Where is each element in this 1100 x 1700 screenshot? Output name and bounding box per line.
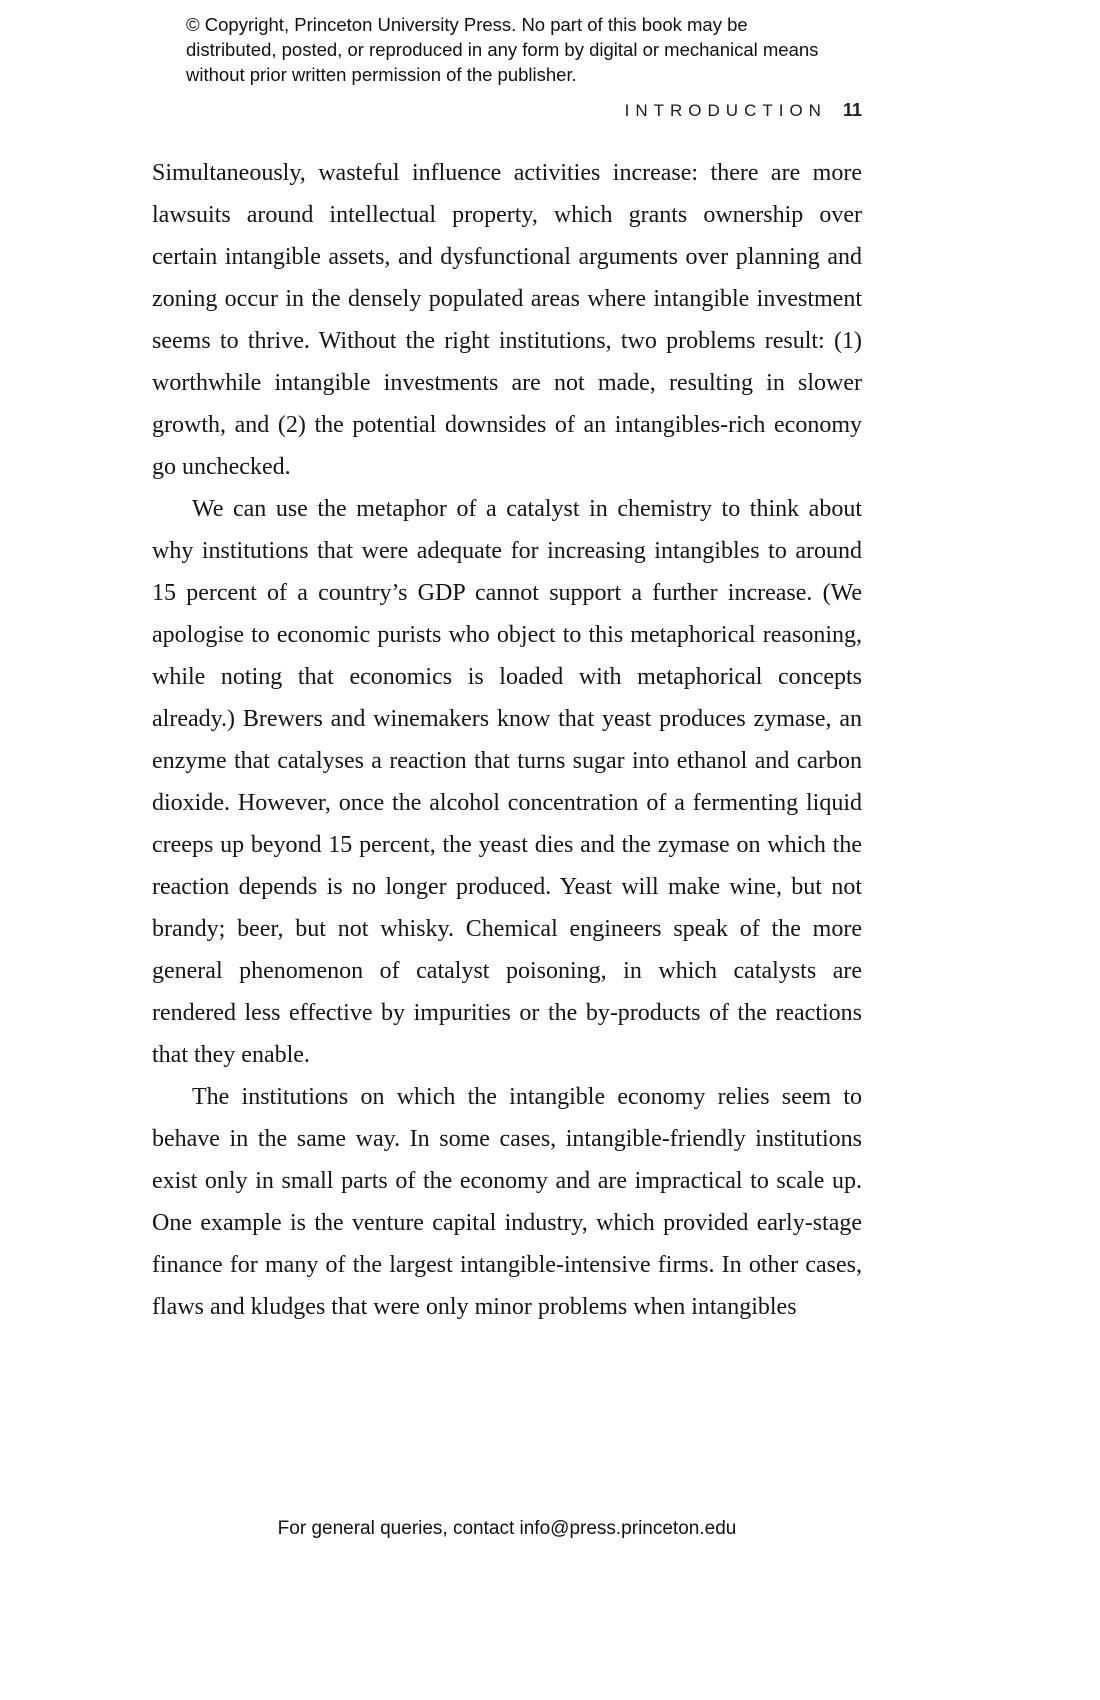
paragraph-1: Simultaneously, wasteful influence activities increase: there are more lawsuits around intellectual property, which grants ownership over certain intangible assets, and dysfunctional arguments over planning and zoning occur in the densely populated areas where intangible investment seems to thrive. Without the right institutions, two problems result: (1) worthwhile intangible investments are not made, resulting in slower growth, and (2) the potential downsides of an intangibles-rich economy go unchecked. bbox=[152, 160, 862, 480]
page-number: 11 bbox=[842, 100, 862, 120]
running-head-title: INTRODUCTION bbox=[624, 101, 827, 120]
copyright-notice: © Copyright, Princeton University Press. No part of this book may be distributed, posted, or reproduced in any form by digital or mechanical means without prior written permission of the publisher. bbox=[186, 14, 819, 85]
running-head bbox=[152, 100, 862, 121]
paragraph-3: The institutions on which the intangible economy relies seem to behave in the same way. In some cases, intangible-friendly institutions exist only in small parts of the economy and are impractical to scale up. One example is the venture capital industry, which provided early-stage finance for many of the largest intangible-intensive firms. In other cases, flaws and kludges that were only minor problems when intangibles bbox=[152, 1084, 862, 1320]
paragraph-2: We can use the metaphor of a catalyst in chemistry to think about why institutions that were adequate for increasing intangibles to around 15 percent of a country’s GDP cannot support a further increase. (We apologise to economic purists who object to this metaphorical reasoning, while noting that economics is loaded with metaphorical concepts already.) Brewers and winemakers know that yeast produces zymase, an enzyme that catalyses a reaction that turns sugar into ethanol and carbon dioxide. However, once the alcohol concentration of a fermenting liquid creeps up beyond 15 percent, the yeast dies and the zymase on which the reaction depends is no longer produced. Yeast will make wine, but not brandy; beer, but not whisky. Chemical engineers speak of the more general phenomenon of catalyst poisoning, in which catalysts are rendered less effective by impurities or the by-products of the reactions that they enable. bbox=[152, 496, 862, 1068]
footer-contact: For general queries, contact info@press.princeton.edu bbox=[277, 1518, 737, 1539]
body-text bbox=[152, 152, 862, 1328]
